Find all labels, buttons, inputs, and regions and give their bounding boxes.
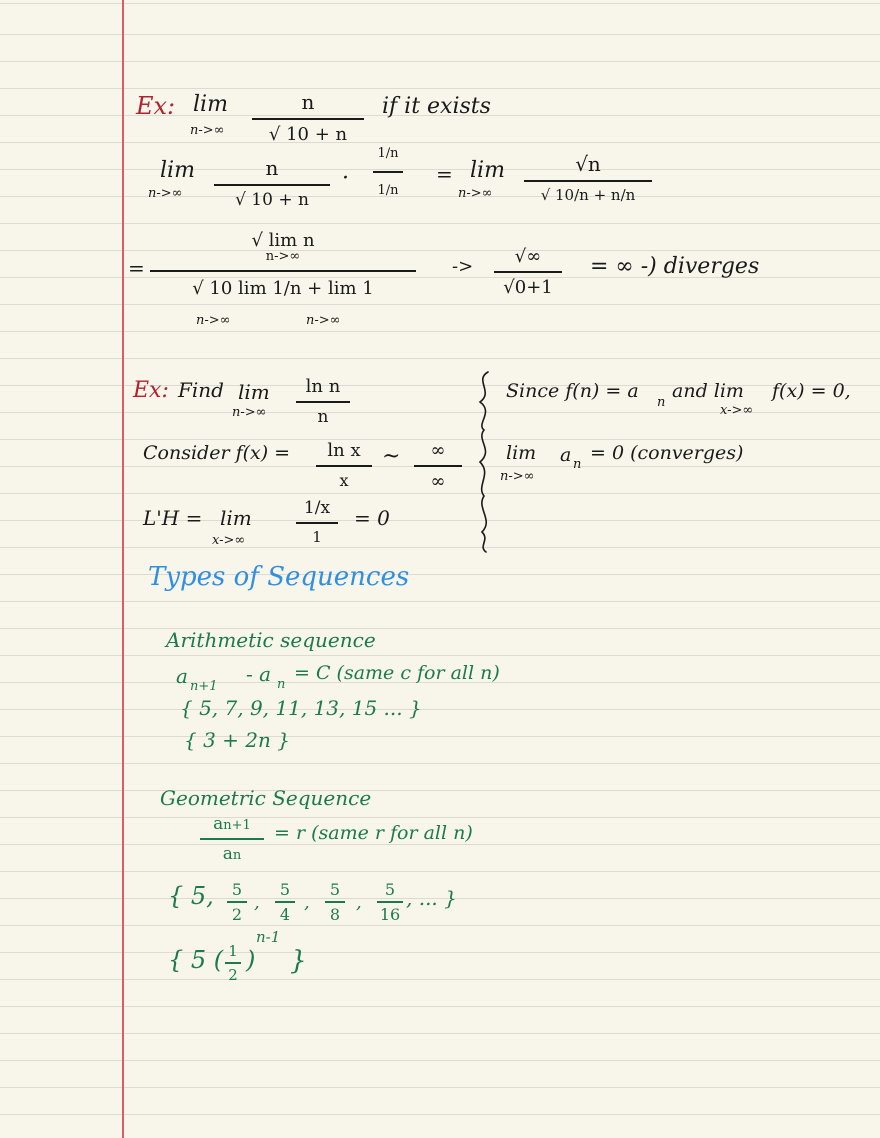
geo-frac-1-den: 2	[231, 904, 243, 924]
arith-formula: { 3 + 2n }	[184, 728, 290, 752]
ex1-step2-num-sub: n->∞	[265, 249, 301, 264]
geo-sep-1: ,	[254, 892, 260, 913]
ex1-step1-mult-num: 1/n	[377, 146, 399, 161]
geo-formula-half-num: 1	[228, 942, 238, 960]
ex1-step1-lim2: lim	[470, 158, 505, 183]
ex1-step1-num2: √n	[575, 152, 601, 176]
geo-ratio-bar	[200, 838, 264, 840]
geo-example-close: , ... }	[406, 886, 457, 910]
ex2-lim: lim	[238, 380, 270, 404]
arith-title: Arithmetic sequence	[166, 628, 376, 652]
geo-frac-2-bar	[275, 901, 295, 903]
geo-ratio-num: a	[213, 814, 224, 834]
geo-formula-half	[224, 942, 242, 984]
ex2-fx-num: ln x	[327, 440, 361, 461]
geo-example-open: { 5,	[168, 882, 214, 910]
ex2-tilde: ~	[382, 444, 401, 469]
ex2-fx-den: x	[339, 470, 349, 490]
ex1-step2-arrow: ->	[452, 256, 474, 277]
geo-frac-2	[274, 880, 296, 924]
ex1-den: √ 10 + n	[268, 123, 348, 145]
ex1-step2-result: = ∞ -) diverges	[590, 254, 760, 279]
geo-frac-1	[226, 880, 248, 924]
ex2-lh-sub: x->∞	[212, 533, 246, 548]
ex2-lh-lim: lim	[220, 506, 252, 530]
ex2-conc-sub: n->∞	[500, 469, 535, 484]
ex1-lim: lim	[193, 92, 228, 117]
geo-formula-half-bar	[225, 962, 241, 964]
geo-formula-brace: }	[290, 946, 307, 976]
arith-minus: - a	[246, 662, 272, 686]
geo-frac-3	[324, 880, 346, 924]
ex1-step2-den2: √0+1	[503, 276, 553, 298]
ex2-den: n	[317, 406, 329, 427]
geo-frac-3-den: 8	[329, 904, 341, 924]
geo-ratio	[200, 814, 264, 864]
arith-example: { 5, 7, 9, 11, 13, 15 ... }	[180, 696, 422, 720]
ex1-step2-num2: √∞	[514, 246, 542, 267]
ex2-lh-den: 1	[312, 527, 322, 546]
ex2-inf-den: ∞	[430, 470, 446, 492]
geo-frac-4-den: 16	[379, 904, 401, 924]
ex2-since: Since f(n) = a	[506, 380, 639, 402]
ex2-find: Find	[178, 378, 224, 402]
geo-frac-4	[376, 880, 404, 924]
ex1-label: Ex:	[136, 92, 176, 120]
ex2-since-end: f(x) = 0,	[772, 380, 851, 402]
ex2-inf-num: ∞	[430, 440, 446, 461]
ex1-num: n	[301, 90, 315, 114]
geo-frac-4-num: 5	[384, 880, 396, 899]
geo-title: Geometric Sequence	[160, 786, 372, 810]
ex2-conc-end: = 0 (converges)	[590, 442, 744, 464]
ex2-since-mid: and lim	[672, 380, 744, 402]
ex2-label: Ex:	[133, 378, 169, 403]
ex2-since-sub: n	[657, 395, 666, 410]
ex2-lim-sub: n->∞	[232, 405, 267, 420]
geo-ratio-den-sub: n	[232, 847, 242, 863]
ex1-step2-den-sub2: n->∞	[306, 313, 341, 328]
geo-frac-1-num: 5	[231, 880, 243, 899]
geo-rule: = r (same r for all n)	[274, 822, 473, 844]
ex2-num: ln n	[305, 376, 341, 397]
arith-rule: = C (same c for all n)	[294, 662, 500, 684]
ex1-step1-eq: =	[436, 162, 453, 186]
ex2-since-lim-sub: x->∞	[720, 403, 754, 418]
geo-formula-close-paren: )	[246, 946, 256, 974]
ex1-step2-eq: =	[128, 256, 145, 280]
geo-formula-half-den: 2	[228, 965, 238, 984]
ex2-conc-an: a	[560, 444, 572, 466]
geo-frac-3-num: 5	[329, 880, 341, 899]
ex2-lh-result: = 0	[354, 506, 390, 530]
ex1-tail: if it exists	[382, 94, 491, 119]
geo-formula-exponent: n-1	[256, 928, 281, 946]
ex1-step1-mult-den: 1/n	[377, 182, 399, 198]
ex1-step2-den: √ 10 lim 1/n + lim 1	[192, 277, 374, 299]
ex1-step1-lim-sub: n->∞	[148, 186, 183, 201]
geo-sep-3: ,	[356, 892, 362, 913]
ex2-lh-num: 1/x	[303, 498, 331, 518]
ex2-conc-lim: lim	[506, 442, 537, 464]
geo-sep-2: ,	[304, 892, 310, 913]
geo-frac-2-num: 5	[279, 880, 291, 899]
ex1-step1-dot: ·	[342, 166, 349, 191]
ex1-lim-sub: n->∞	[190, 123, 225, 138]
ex1-step1-lim: lim	[160, 158, 195, 183]
arith-a2-sub: n	[277, 677, 286, 692]
types-heading: Types of Sequences	[148, 562, 410, 592]
curly-brace-divider	[480, 372, 488, 552]
geo-frac-4-bar	[377, 901, 403, 903]
arith-a1-sub: n+1	[190, 679, 218, 694]
geo-formula-open: { 5 (	[168, 946, 224, 974]
arith-a1: a	[176, 664, 188, 688]
geo-frac-1-bar	[227, 901, 247, 903]
ex1-step1-lim2-sub: n->∞	[458, 186, 493, 201]
ex1-step1-den2: √ 10/n + n/n	[540, 185, 636, 204]
ex2-consider: Consider f(x) =	[143, 442, 291, 464]
ex2-lh: L'H =	[143, 506, 203, 530]
ex1-step2-den-sub1: n->∞	[196, 313, 231, 328]
geo-frac-3-bar	[325, 901, 345, 903]
geo-ratio-den: a	[222, 843, 233, 864]
ex1-step1-den: √ 10 + n	[235, 189, 309, 210]
ex1-step2-num: √ lim n	[251, 230, 315, 251]
ex2-conc-an-sub: n	[573, 457, 582, 472]
geo-ratio-num-sub: n+1	[223, 818, 251, 833]
ex1-step1-num: n	[265, 156, 279, 180]
geo-frac-2-den: 4	[279, 904, 291, 924]
